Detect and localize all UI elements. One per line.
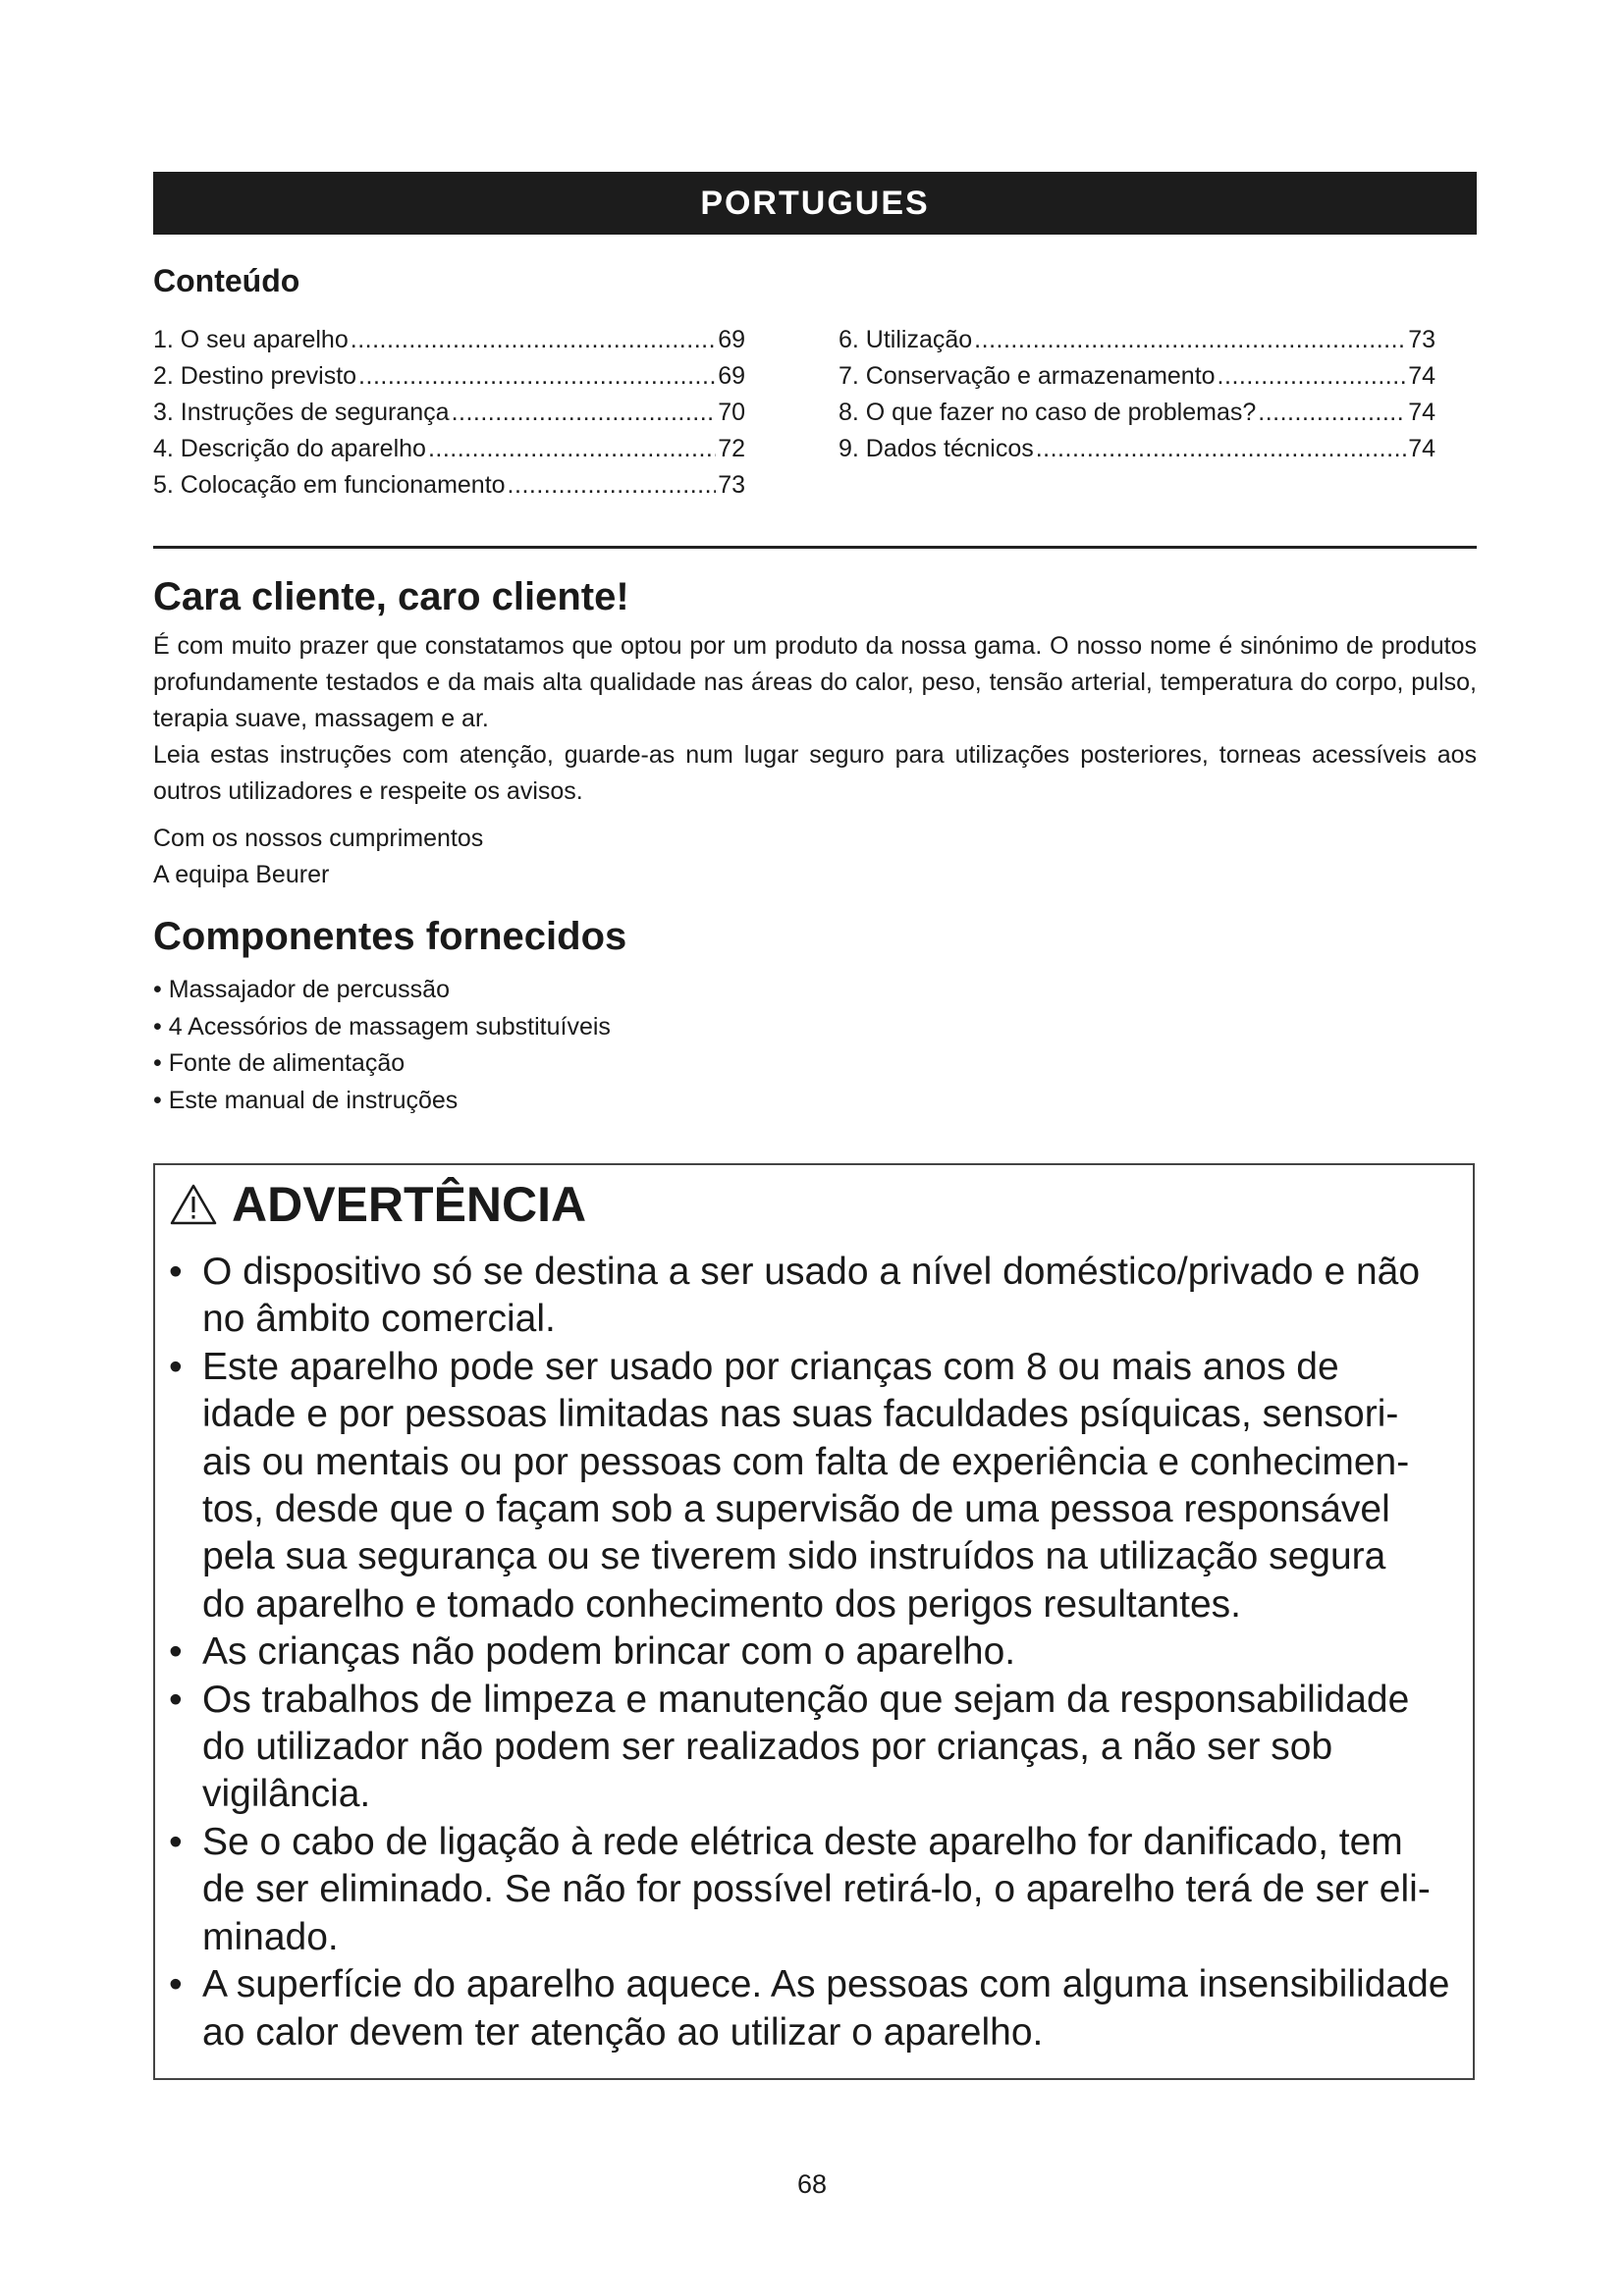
components-heading: Componentes fornecidos — [153, 915, 627, 958]
toc-entry-label: 6. Utilização — [839, 326, 973, 353]
page-number: 68 — [796, 2169, 828, 2199]
toc-entry-page: 69 — [718, 362, 745, 390]
toc-entry[interactable] — [153, 467, 745, 504]
toc-entry-label: 8. O que fazer no caso de problemas? — [839, 399, 1257, 426]
toc-entry-page: 70 — [718, 399, 745, 426]
toc-entry-label: 1. O seu aparelho — [153, 326, 349, 353]
toc-entry-page: 74 — [1408, 362, 1435, 390]
toc-left-column — [153, 322, 745, 504]
section-divider — [153, 546, 1477, 549]
toc-entry[interactable] — [839, 322, 1435, 358]
list-item: • Massajador de percussão — [153, 976, 450, 1003]
warning-item: • As crianças não podem brincar com o aparelho. — [169, 1630, 1016, 1674]
warning-item: • O dispositivo só se destina a ser usado a nível doméstico/privado e não no âmbito comercial. — [169, 1251, 1421, 1341]
toc-entry[interactable] — [839, 431, 1435, 467]
warning-item: • Este aparelho pode ser usado por crianças com 8 ou mais anos de idade e por pessoas limitadas nas suas faculdades psíquicas, sensori- ais ou mentais ou por pessoas com falta de experiência e conhecimen- tos, desde que o façam sob a supervisão de uma pessoa responsável pela sua segurança ou se tiverem sido instruídos na utilização segura do aparelho e tomado conhecimento dos perigos resultantes. — [169, 1345, 1410, 1626]
toc-entry-page: 69 — [718, 326, 745, 353]
greeting-heading: Cara cliente, caro cliente! — [153, 575, 629, 618]
toc-entry-label: 4. Descrição do aparelho — [153, 435, 426, 462]
toc-entry-label: 7. Conservação e armazenamento — [839, 362, 1216, 390]
greeting-regards: Com os nossos cumprimentos — [153, 825, 484, 852]
warning-title-row — [169, 1176, 586, 1233]
toc-title: Conteúdo — [153, 263, 300, 298]
list-item: • Este manual de instruções — [153, 1086, 459, 1114]
toc-leader-dots — [508, 467, 717, 504]
toc-leader-dots — [351, 322, 716, 358]
toc-entry[interactable] — [839, 395, 1435, 431]
toc-leader-dots — [1218, 358, 1407, 395]
list-item: • 4 Acessórios de massagem substituíveis — [153, 1012, 611, 1041]
toc-entry[interactable] — [153, 322, 745, 358]
toc-leader-dots — [1258, 395, 1406, 431]
toc-entry-page: 74 — [1408, 435, 1435, 462]
warning-item: • A superfície do aparelho aquece. As pessoas com alguma insensibilidade ao calor devem ter atenção ao utilizar o aparelho. — [169, 1963, 1450, 2054]
toc-entry-page: 73 — [1408, 326, 1435, 353]
toc-leader-dots — [452, 395, 717, 431]
language-title: PORTUGUES — [700, 184, 930, 222]
toc-entry-page: 73 — [718, 471, 745, 499]
toc-entry-label: 9. Dados técnicos — [839, 435, 1034, 462]
components-list — [153, 972, 611, 1119]
toc-entry-page: 72 — [718, 435, 745, 462]
toc-entry[interactable] — [153, 395, 745, 431]
warning-title: ADVERTÊNCIA — [232, 1177, 587, 1232]
toc-entry[interactable] — [839, 358, 1435, 395]
greeting-paragraph: É com muito prazer que constatamos que optou por um produto da nossa gama. O nosso nome é sinónimo de produtos profundamente testados e da mais alta qualidade nas áreas do calor, peso, tensão arterial, temperatura do corpo, pulso, terapia suave, massagem e ar. — [153, 632, 1477, 732]
warning-list — [169, 1249, 1475, 2056]
toc-leader-dots — [974, 322, 1406, 358]
warning-item: • Os trabalhos de limpeza e manutenção que sejam da responsabilidade do utilizador não podem ser realizados por crianças, a não ser sob vigilância. — [169, 1678, 1410, 1816]
greeting-paragraph: Leia estas instruções com atenção, guarde-as num lugar seguro para utilizações posteriores, torneas acessíveis aos outros utilizadores e respeite os avisos. — [153, 741, 1477, 805]
toc-leader-dots — [358, 358, 716, 395]
language-header-bar — [153, 172, 1477, 235]
warning-triangle-icon — [169, 1183, 218, 1226]
toc-entry[interactable] — [153, 358, 745, 395]
greeting-signature: A equipa Beurer — [153, 861, 330, 888]
toc-leader-dots — [428, 431, 716, 467]
toc-leader-dots — [1036, 431, 1406, 467]
list-item: • Fonte de alimentação — [153, 1049, 406, 1077]
toc-entry-label: 5. Colocação em funcionamento — [153, 471, 506, 499]
toc-entry-label: 3. Instruções de segurança — [153, 399, 450, 426]
warning-item: • Se o cabo de ligação à rede elétrica deste aparelho for danificado, tem de ser eliminado. Se não for possível retirá-lo, o aparelho terá de ser eli- minado. — [169, 1820, 1431, 1958]
toc-entry-page: 74 — [1408, 399, 1435, 426]
toc-right-column — [839, 322, 1435, 467]
toc-entry[interactable] — [153, 431, 745, 467]
toc-entry-label: 2. Destino previsto — [153, 362, 357, 390]
